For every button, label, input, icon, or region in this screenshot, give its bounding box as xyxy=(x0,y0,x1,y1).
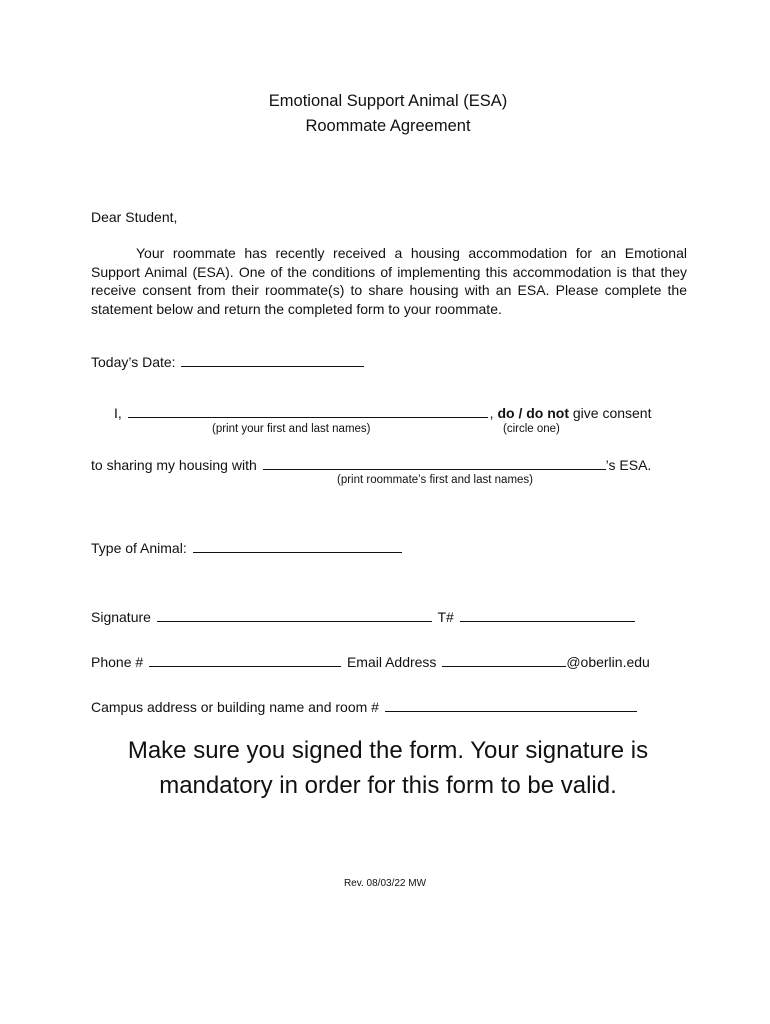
campus-label: Campus address or building name and room # xyxy=(91,699,379,715)
circle-hint: (circle one) xyxy=(503,423,560,435)
campus-field[interactable] xyxy=(385,697,637,712)
consent-comma: , xyxy=(489,405,494,421)
sharing-prefix: to sharing my housing with xyxy=(91,457,257,473)
email-field[interactable] xyxy=(442,652,566,667)
sharing-suffix: ’s ESA. xyxy=(605,457,652,473)
signature-label: Signature xyxy=(91,609,151,625)
form-title-line-1: Emotional Support Animal (ESA) xyxy=(268,92,508,110)
consent-suffix: give consent xyxy=(572,405,652,421)
date-field[interactable] xyxy=(181,352,364,367)
signature-row xyxy=(91,607,637,626)
form-title-line-2: Roommate Agreement xyxy=(305,117,471,135)
tnumber-field[interactable] xyxy=(460,607,635,622)
phone-field[interactable] xyxy=(149,652,341,667)
roommate-name-field[interactable] xyxy=(263,455,606,470)
date-row xyxy=(91,352,366,371)
signature-field[interactable] xyxy=(157,607,432,622)
your-name-field[interactable] xyxy=(128,403,488,418)
sharing-row xyxy=(91,455,651,474)
consent-row xyxy=(114,403,651,422)
body-paragraph-text: Your roommate has recently received a housing accommodation for an Emotional Support Animal (ESA). One of the conditions of implementing this accommodation is that they receive consent from their roommate(s) to share housing with an ESA. Please complete the statement below and return the completed form to your roommate. xyxy=(91,245,687,318)
campus-row xyxy=(91,697,639,716)
animal-label: Type of Animal: xyxy=(91,540,187,556)
animal-row xyxy=(91,538,404,557)
animal-field[interactable] xyxy=(193,538,402,553)
salutation: Dear Student, xyxy=(91,209,178,225)
date-label: Today’s Date: xyxy=(91,354,176,370)
consent-prefix: I, xyxy=(114,405,122,421)
tnumber-label: T# xyxy=(437,609,454,625)
email-domain: @oberlin.edu xyxy=(566,654,650,670)
notice-line-2: mandatory in order for this form to be valid. xyxy=(159,772,617,799)
consent-choice[interactable]: do / do not xyxy=(497,405,569,421)
email-label: Email Address xyxy=(346,654,437,670)
phone-label: Phone # xyxy=(91,654,144,670)
contact-row xyxy=(91,652,650,671)
roommate-hint: (print roommate’s first and last names) xyxy=(337,474,533,486)
name-hint: (print your first and last names) xyxy=(212,423,371,435)
body-paragraph xyxy=(91,244,687,319)
revision-note: Rev. 08/03/22 MW xyxy=(343,878,427,889)
notice-line-1: Make sure you signed the form. Your signature is xyxy=(127,737,649,764)
